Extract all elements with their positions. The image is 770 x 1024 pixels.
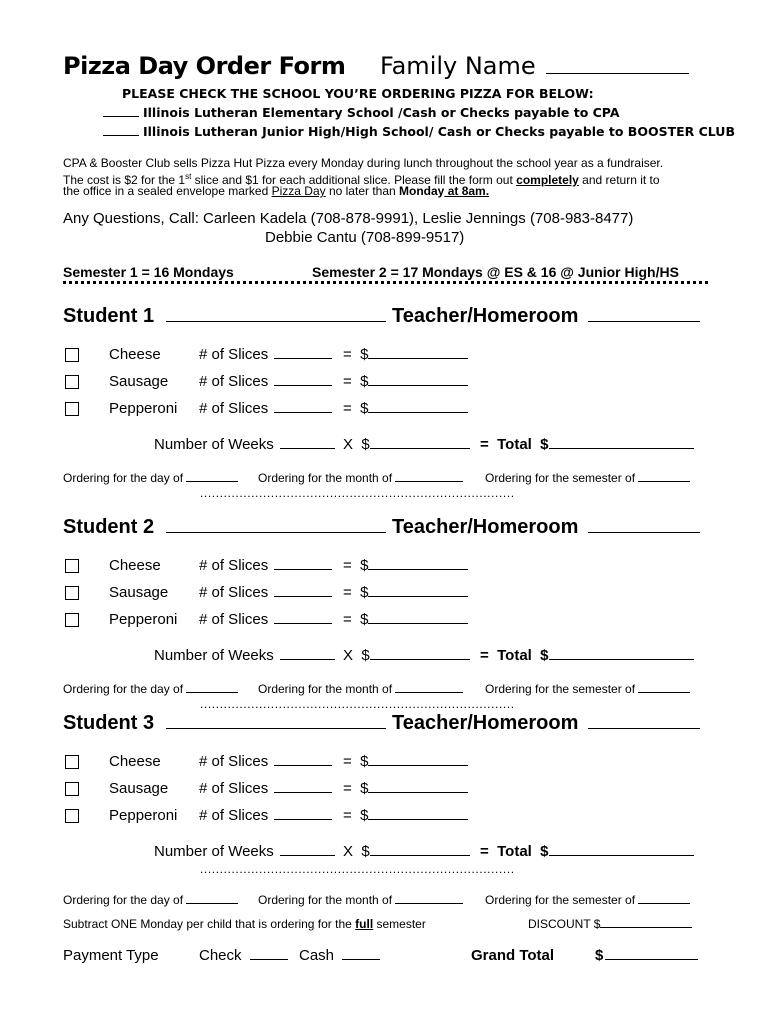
family-name-label: Family Name: [380, 52, 536, 80]
sausage-checkbox[interactable]: [65, 586, 79, 600]
weeks-row: Number of Weeks: [154, 436, 335, 453]
teacher-row: [392, 516, 700, 539]
order-month-row: Ordering for the month of: [258, 893, 463, 907]
weeks-field[interactable]: [280, 448, 335, 449]
sausage-amount-field[interactable]: [368, 596, 468, 597]
student-1-row: [63, 305, 386, 328]
dotted-separator: ................................................................................: [200, 862, 515, 876]
order-month-field[interactable]: [395, 903, 463, 904]
grand-total-row: $: [595, 947, 698, 964]
family-name-field[interactable]: [546, 73, 689, 74]
cheese-checkbox[interactable]: [65, 755, 79, 769]
order-month-row: Ordering for the month of: [258, 471, 463, 485]
page-title: Pizza Day Order Form: [63, 52, 346, 80]
payment-check: Check: [199, 947, 288, 964]
pepperoni-amount-row: = $: [343, 400, 468, 417]
discount-field[interactable]: [600, 927, 692, 928]
sausage-amount-field[interactable]: [368, 385, 468, 386]
contacts-line-1: Any Questions, Call: Carleen Kadela (708-878-9991), Leslie Jennings (708-983-8477): [63, 210, 634, 227]
order-semester-field[interactable]: [638, 903, 690, 904]
pepperoni-slices-row: # of Slices: [199, 807, 332, 824]
order-day-row: Ordering for the day of: [63, 682, 238, 696]
sausage-slices-field[interactable]: [274, 385, 332, 386]
weeks-amount-field[interactable]: [370, 659, 470, 660]
cheese-label: Cheese: [109, 557, 161, 574]
student-3-row: [63, 712, 386, 735]
sausage-slices-field[interactable]: [274, 596, 332, 597]
pepperoni-checkbox[interactable]: [65, 613, 79, 627]
sausage-amount-field[interactable]: [368, 792, 468, 793]
order-semester-row: Ordering for the semester of: [485, 471, 690, 485]
sausage-amount-row: = $: [343, 780, 468, 797]
family-name-row: [380, 52, 689, 80]
order-day-row: Ordering for the day of: [63, 471, 238, 485]
cheese-amount-field[interactable]: [368, 358, 468, 359]
teacher-field[interactable]: [588, 532, 700, 533]
teacher-row: [392, 712, 700, 735]
total-row: = Total $: [480, 647, 694, 664]
student-label: Student 1: [63, 305, 155, 327]
student-2-row: [63, 516, 386, 539]
student-label: Student 3: [63, 712, 155, 734]
order-day-field[interactable]: [186, 903, 238, 904]
teacher-label: Teacher/Homeroom: [392, 516, 579, 538]
pepperoni-label: Pepperoni: [109, 611, 178, 628]
semester-2-info: Semester 2 = 17 Mondays @ ES & 16 @ Junior High/HS: [312, 264, 679, 280]
cheese-slices-row: # of Slices: [199, 557, 332, 574]
weeks-amount-field[interactable]: [370, 855, 470, 856]
teacher-field[interactable]: [588, 321, 700, 322]
pepperoni-checkbox[interactable]: [65, 402, 79, 416]
pepperoni-slices-field[interactable]: [274, 623, 332, 624]
intro-line-2: The cost is $2 for the 1st slice and $1 for each additional slice. Please fill the form out completely and return it to: [63, 172, 660, 187]
semester-1-info: Semester 1 = 16 Mondays: [63, 264, 234, 280]
sausage-slices-row: # of Slices: [199, 780, 332, 797]
sausage-checkbox[interactable]: [65, 375, 79, 389]
order-month-field[interactable]: [395, 481, 463, 482]
order-semester-row: Ordering for the semester of: [485, 682, 690, 696]
discount-note: Subtract ONE Monday per child that is ordering for the full semester: [63, 917, 426, 931]
cheese-checkbox[interactable]: [65, 559, 79, 573]
sausage-label: Sausage: [109, 780, 169, 797]
pepperoni-amount-field[interactable]: [368, 412, 468, 413]
total-field[interactable]: [549, 855, 694, 856]
intro-line-3: the office in a sealed envelope marked Pizza Day no later than Monday at 8am.: [63, 184, 490, 198]
weeks-amount-field[interactable]: [370, 448, 470, 449]
sausage-checkbox[interactable]: [65, 782, 79, 796]
order-day-field[interactable]: [186, 481, 238, 482]
total-row: = Total $: [480, 843, 694, 860]
weeks-row: Number of Weeks: [154, 843, 335, 860]
sausage-label: Sausage: [109, 584, 169, 601]
pepperoni-amount-field[interactable]: [368, 819, 468, 820]
school-instruction: PLEASE CHECK THE SCHOOL YOU’RE ORDERING PIZZA FOR BELOW:: [122, 86, 594, 101]
pepperoni-amount-field[interactable]: [368, 623, 468, 624]
student-name-field[interactable]: [166, 728, 386, 729]
weeks-row: Number of Weeks: [154, 647, 335, 664]
dotted-separator: ................................................................................: [200, 697, 515, 711]
total-field[interactable]: [549, 448, 694, 449]
sausage-amount-row: = $: [343, 373, 468, 390]
pepperoni-slices-field[interactable]: [274, 412, 332, 413]
total-field[interactable]: [549, 659, 694, 660]
cheese-amount-row: = $: [343, 557, 468, 574]
sausage-slices-row: # of Slices: [199, 373, 332, 390]
high-school-check-blank[interactable]: [103, 135, 139, 136]
cheese-checkbox[interactable]: [65, 348, 79, 362]
pepperoni-slices-field[interactable]: [274, 819, 332, 820]
order-month-row: Ordering for the month of: [258, 682, 463, 696]
cheese-amount-row: = $: [343, 346, 468, 363]
weeks-amount-row: X $: [343, 647, 470, 664]
order-semester-row: Ordering for the semester of: [485, 893, 690, 907]
pepperoni-slices-row: # of Slices: [199, 400, 332, 417]
student-name-field[interactable]: [166, 532, 386, 533]
cheese-slices-field[interactable]: [274, 358, 332, 359]
order-day-field[interactable]: [186, 692, 238, 693]
pepperoni-amount-row: = $: [343, 807, 468, 824]
weeks-amount-row: X $: [343, 843, 470, 860]
pepperoni-label: Pepperoni: [109, 807, 178, 824]
order-day-row: Ordering for the day of: [63, 893, 238, 907]
cheese-slices-field[interactable]: [274, 569, 332, 570]
dotted-divider: [63, 281, 708, 284]
teacher-label: Teacher/Homeroom: [392, 712, 579, 734]
pepperoni-slices-row: # of Slices: [199, 611, 332, 628]
weeks-field[interactable]: [280, 659, 335, 660]
teacher-label: Teacher/Homeroom: [392, 305, 579, 327]
cash-field[interactable]: [342, 959, 380, 960]
order-month-field[interactable]: [395, 692, 463, 693]
check-field[interactable]: [250, 959, 288, 960]
cheese-label: Cheese: [109, 753, 161, 770]
cheese-slices-row: # of Slices: [199, 346, 332, 363]
sausage-slices-field[interactable]: [274, 792, 332, 793]
payment-type-label: Payment Type: [63, 947, 159, 964]
elementary-check-blank[interactable]: [103, 116, 139, 117]
form-title-row: [63, 52, 345, 80]
payment-cash: Cash: [299, 947, 380, 964]
grand-total-label: Grand Total: [471, 947, 555, 964]
order-semester-field[interactable]: [638, 481, 690, 482]
weeks-amount-row: X $: [343, 436, 470, 453]
sausage-amount-row: = $: [343, 584, 468, 601]
cheese-amount-row: = $: [343, 753, 468, 770]
weeks-field[interactable]: [280, 855, 335, 856]
teacher-field[interactable]: [588, 728, 700, 729]
cheese-label: Cheese: [109, 346, 161, 363]
pepperoni-checkbox[interactable]: [65, 809, 79, 823]
pepperoni-label: Pepperoni: [109, 400, 178, 417]
intro-line-1: CPA & Booster Club sells Pizza Hut Pizza every Monday during lunch throughout the school year as a fundraiser.: [63, 156, 664, 170]
sausage-label: Sausage: [109, 373, 169, 390]
dotted-separator: ................................................................................: [200, 486, 515, 500]
cheese-slices-field[interactable]: [274, 765, 332, 766]
school-option-high: Illinois Lutheran Junior High/High School/ Cash or Checks payable to BOOSTER CLUB: [103, 124, 735, 139]
student-name-field[interactable]: [166, 321, 386, 322]
cheese-slices-row: # of Slices: [199, 753, 332, 770]
total-row: = Total $: [480, 436, 694, 453]
grand-total-field[interactable]: [605, 959, 698, 960]
school-option-elementary: Illinois Lutheran Elementary School /Cash or Checks payable to CPA: [103, 105, 620, 120]
cheese-amount-field[interactable]: [368, 569, 468, 570]
pepperoni-amount-row: = $: [343, 611, 468, 628]
teacher-row: [392, 305, 700, 328]
sausage-slices-row: # of Slices: [199, 584, 332, 601]
discount-row: DISCOUNT $: [528, 917, 692, 931]
student-label: Student 2: [63, 516, 155, 538]
order-semester-field[interactable]: [638, 692, 690, 693]
cheese-amount-field[interactable]: [368, 765, 468, 766]
contacts-line-2: Debbie Cantu (708-899-9517): [265, 229, 465, 246]
